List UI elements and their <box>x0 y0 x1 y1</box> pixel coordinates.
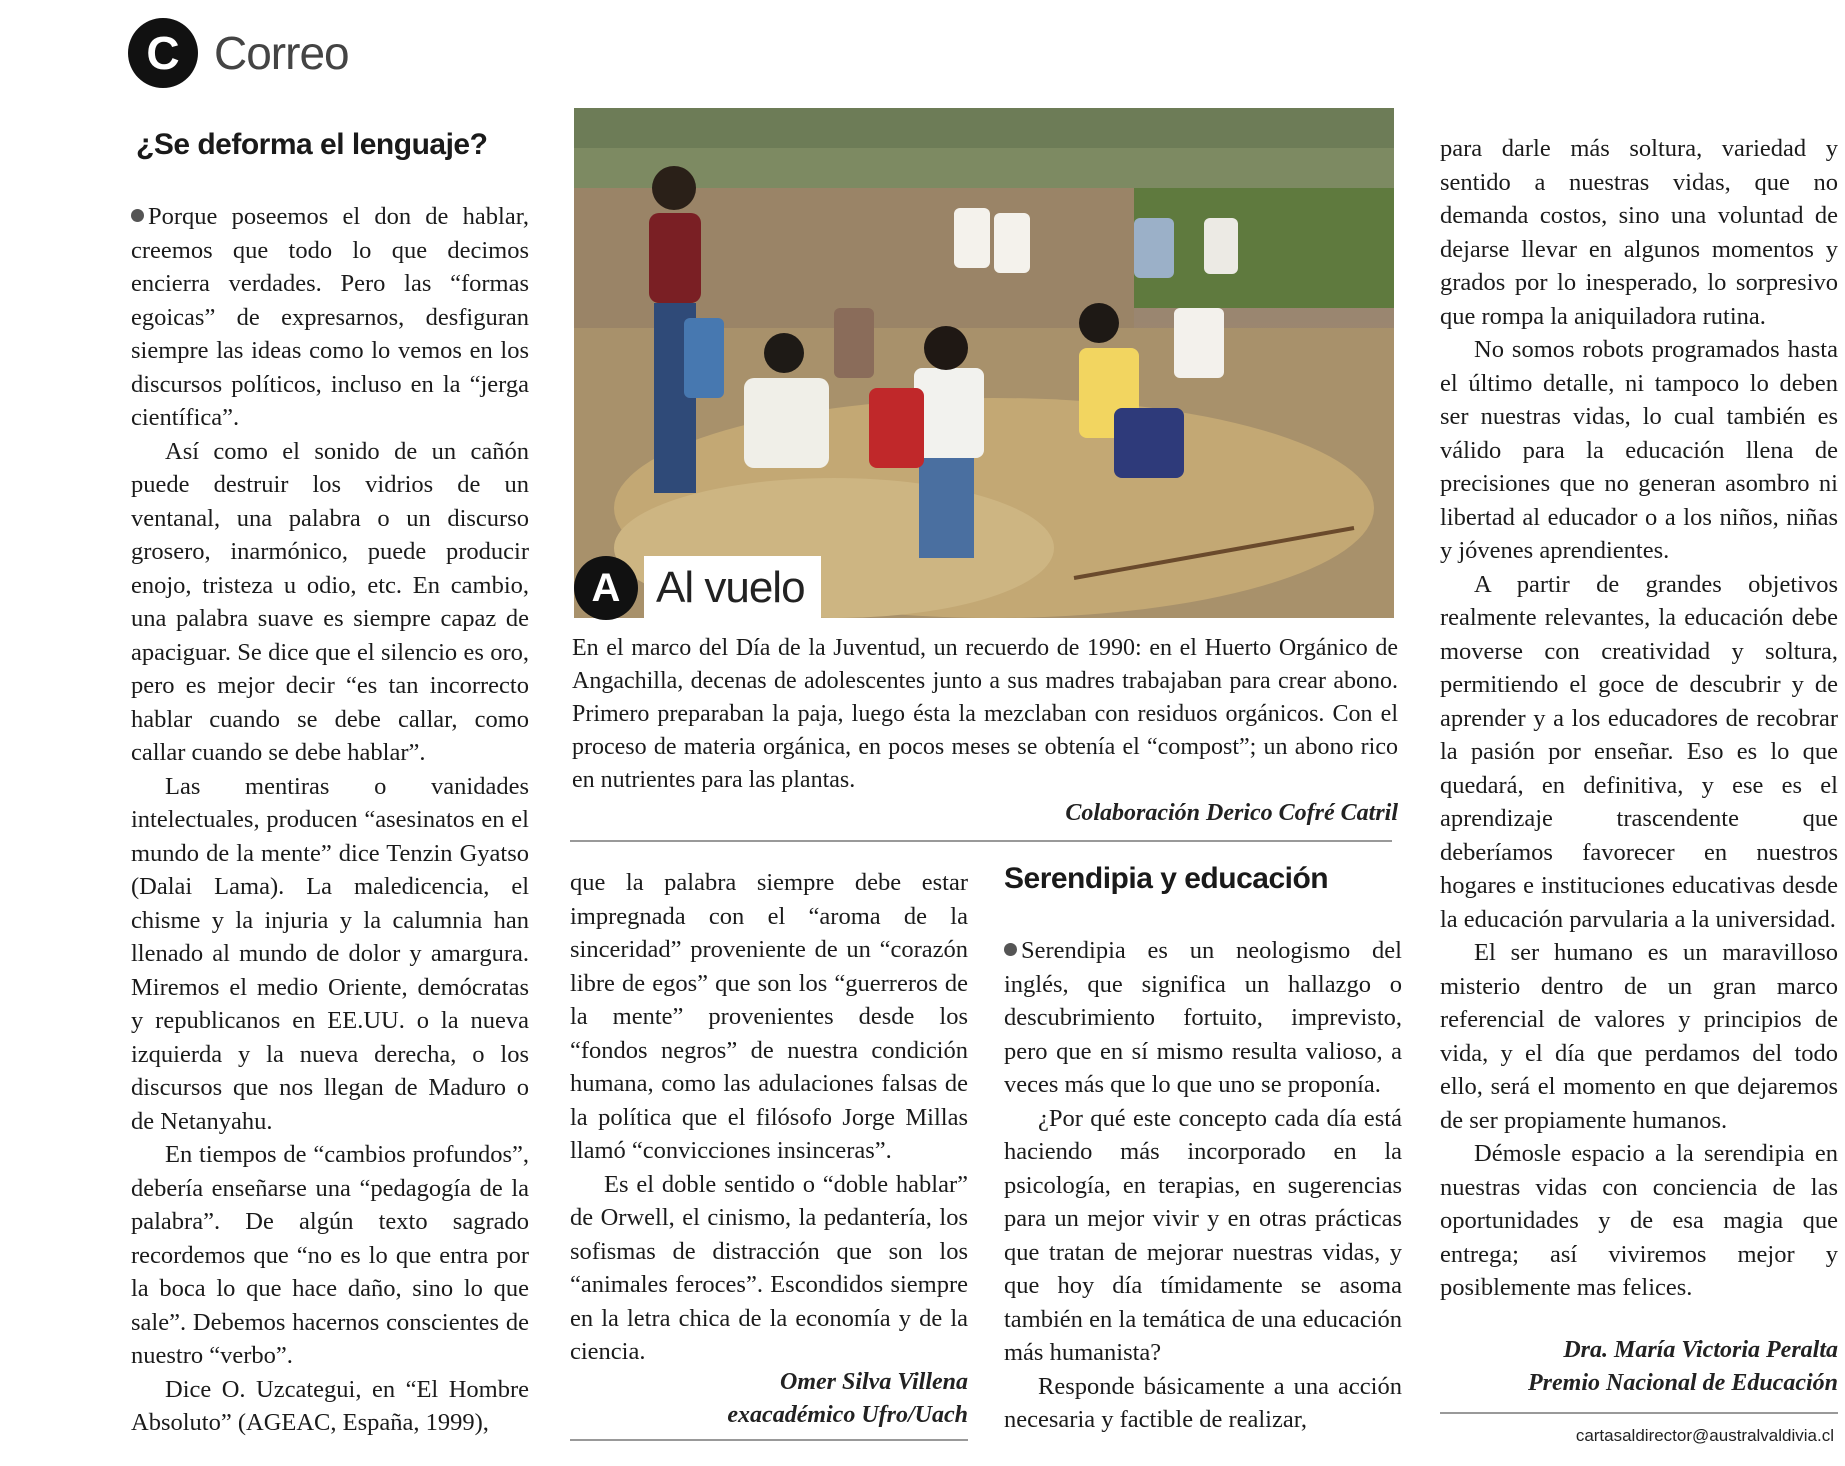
letter1-continuation <box>570 866 968 1369</box>
letter2-author-role: Premio Nacional de Educación <box>1528 1370 1838 1396</box>
letter1-paragraph <box>131 200 529 435</box>
letter1-author: Omer Silva Villena <box>779 1369 968 1395</box>
letter2-paragraph: ¿Por qué este concepto cada día está haciendo más incorporado en la psicología, en terapias, en sugerencias para un mejor vivir y en otras prácticas que tratan de mejorar nuestras vidas, y que hoy día tímidamente se asoma también en la temática de una educación más humanista? <box>1004 1104 1402 1366</box>
letter1-paragraph: Dice O. Uzcategui, en “El Hombre Absoluto” (AGEAC, España, 1999), <box>131 1375 529 1436</box>
letter1-title: ¿Se deforma el lenguaje? <box>136 128 488 161</box>
section-badge: C <box>128 18 198 88</box>
letter2-column <box>1004 934 1402 1437</box>
divider <box>570 840 1392 842</box>
letter1-paragraph: Así como el sonido de un cañón puede destruir los vidrios de un ventanal, una palabra o un discurso grosero, inarmónico, puede producir enojo, tristeza u odio, etc. En cambio, una palabra suave es siempre capaz de apaciguar. Se dice que el silencio es oro, pero es mejor decir “es tan incorrecto hablar cuando se debe callar, como callar cuando se debe hablar”. <box>131 437 529 766</box>
letter2-title: Serendipia y educación <box>1004 862 1329 895</box>
letter1-paragraph: En tiempos de “cambios profundos”, debería enseñarse una “pedagogía de la palabra”. De algún texto sagrado recordemos que “no es lo que entra por la boca lo que hace daño, sino lo que sale”. Debemos hacernos conscientes de nuestro “verbo”. <box>131 1141 529 1369</box>
letter2-paragraph: para darle más soltura, variedad y sentido a nuestras vidas, que no demanda costos, sino una voluntad de dejarse llevar en algunos momentos y grados por lo inesperado, lo sorpresivo que rompa la aniquiladora rutina. <box>1440 135 1838 330</box>
letter1-paragraph: que la palabra siempre debe estar impregnada con el “aroma de la sinceridad” proveniente de un “corazón libre de egos” que son los “guerreros de la mente” provenientes desde los “fondos negros” de nuestra condición humana, como las adulaciones falsas de la política que el filósofo Jorge Millas llamó “convicciones insinceras”. <box>570 869 968 1164</box>
feature-badge: A <box>574 556 638 620</box>
divider <box>1440 1412 1838 1414</box>
letter1-author-role: exacadémico Ufro/Uach <box>727 1402 968 1428</box>
letter2-paragraph: No somos robots programados hasta el último detalle, ni tampoco lo deben ser nuestras vidas, lo cual también es válido para la educación llena de precisiones que no generan asombro ni libertad al educador o a los niños, niñas y jóvenes aprendientes. <box>1440 336 1838 564</box>
bullet-icon <box>131 209 144 222</box>
letter2-paragraph: Démosle espacio a la serendipia en nuestras vidas con conciencia de las oportunidades y de esa magia que entrega; así viviremos mejor y posiblemente mas felices. <box>1440 1140 1838 1301</box>
letter2-paragraph <box>1004 934 1402 1102</box>
letter2-paragraph: Responde básicamente a una acción necesaria y factible de realizar, <box>1004 1372 1402 1433</box>
contact-email[interactable]: cartasaldirector@australvaldivia.cl <box>1575 1426 1834 1445</box>
feature-photo <box>574 108 1394 618</box>
feature-label: Al vuelo <box>644 556 821 620</box>
paragraph-text: Porque poseemos el don de hablar, creemos que todo lo que decimos encierra verdades. Pero las “formas egoicas” de expresarnos, desfiguran siempre las ideas como lo vemos en los discursos políticos, incluso en la “jerga científica”. <box>131 203 529 431</box>
letter2-paragraph: A partir de grandes objetivos realmente relevantes, la educación debe moverse con creatividad y soltura, permitiendo el goce de descubrir y de aprender y a los educadores de recobrar la pasión por enseñar. Eso es lo que quedará, en definitiva, y ese es el aprendizaje trascendente que deberíamos favorecer en nuestros hogares e instituciones educativas desde la educación parvularia a la universidad. <box>1440 570 1838 933</box>
letter2-author: Dra. María Victoria Peralta <box>1563 1337 1838 1363</box>
letter1-paragraph: Es el doble sentido o “doble hablar” de Orwell, el cinismo, la pedantería, los sofismas de distracción que son los “animales feroces”. Escondidos siempre en la letra chica de la economía y de la ciencia. <box>570 1170 968 1365</box>
letter1-paragraph: Las mentiras o vanidades intelectuales, producen “asesinatos en el mundo de la mente” dice Tenzin Gyatso (Dalai Lama). La maledicencia, el chisme y la injuria y la calumnia han llenado al mundo de dolor y amargura. Miremos el medio Oriente, demócratas y republicanos en EE.UU. o la nueva izquierda y la nueva derecha, o los discursos que nos llegan de Maduro o de Netanyahu. <box>131 772 529 1135</box>
letter2-continuation <box>1440 132 1838 1305</box>
section-title: Correo <box>214 27 349 79</box>
letter1-column <box>131 200 529 1440</box>
divider <box>570 1439 968 1441</box>
photo-caption: En el marco del Día de la Juventud, un recuerdo de 1990: en el Huerto Orgánico de Angachilla, decenas de adolescentes junto a sus madres trabajaban para crear abono. Primero preparaban la paja, luego ésta la mezclaban con residuos orgánicos. Con el proceso de materia orgánica, en pocos meses se obtenía el “compost”; un abono rico en nutrientes para las plantas. <box>572 635 1398 793</box>
letter2-paragraph: El ser humano es un maravilloso misterio dentro de un gran marco referencial de valores y principios de vida, y el día que perdamos del todo ello, será el momento en que dejaremos de ser propiamente humanos. <box>1440 939 1838 1134</box>
bullet-icon <box>1004 943 1017 956</box>
photo-illustration <box>574 108 1394 618</box>
paragraph-text: Serendipia es un neologismo del inglés, que significa un hallazgo o descubrimiento fortuito, imprevisto, pero que en sí mismo resulta valioso, a veces más que lo que uno se proponía. <box>1004 937 1402 1098</box>
photo-credit: Colaboración Derico Cofré Catril <box>1065 800 1398 826</box>
